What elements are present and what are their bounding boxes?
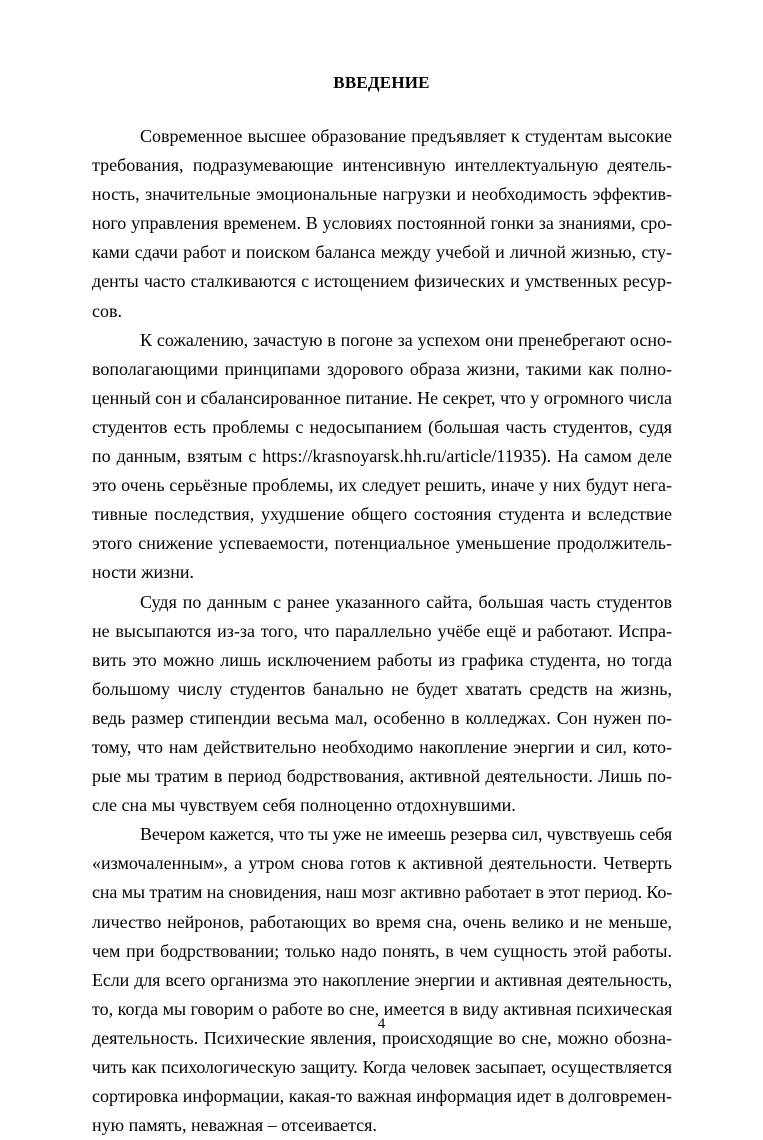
text-line: сортировка информации, какая-то важная информация идет в долговремен- — [92, 1086, 672, 1107]
text-line: рые мы тратим в период бодрствования, активной деятельности. Лишь по- — [92, 766, 672, 787]
text-line: ценный сон и сбалансированное питание. Не секрет, что у огромного числа — [92, 387, 672, 408]
body-text — [92, 122, 672, 1140]
page-number: 4 — [377, 1016, 386, 1032]
paragraph-2 — [92, 326, 672, 588]
paragraph-4 — [92, 820, 672, 1140]
text-line: большому числу студентов банально не будет хватать средств на жизнь, — [92, 678, 672, 699]
text-line: ную память, неважная – отсеивается. — [92, 1115, 377, 1136]
text-line: ками сдачи работ и поиском баланса между учебой и личной жизнью, сту- — [92, 242, 672, 263]
paragraph-1 — [92, 122, 672, 326]
text-line: по данным, взятым с https://krasnoyarsk.hh.ru/article/11935). На самом деле — [92, 446, 672, 467]
text-line: это очень серьёзные проблемы, их следует решить, иначе у них будут нега- — [92, 475, 672, 496]
text-line: Современное высшее образование предъявляет к студентам высокие — [140, 126, 672, 146]
text-line: сле сна мы чувствуем себя полноценно отдохнувшими. — [92, 795, 516, 816]
text-line: чить как психологическую защиту. Когда человек засыпает, осуществляется — [92, 1057, 672, 1077]
text-line: сна мы тратим на сновидения, наш мозг активно работает в этот период. Ко- — [92, 882, 673, 903]
page-title: ВВЕДЕНИЕ — [333, 73, 430, 92]
text-line: требования, подразумевающие интенсивную интеллектуальную деятель- — [92, 155, 672, 176]
text-line: тому, что нам действительно необходимо накопление энергии и сил, кото- — [92, 736, 672, 757]
text-line: Судя по данным с ранее указанного сайта, большая часть студентов — [140, 591, 672, 612]
text-line: вить это можно лишь исключением работы из графика студента, но тогда — [92, 649, 672, 670]
text-line: этого снижение успеваемости, потенциальное уменьшение продолжитель- — [92, 533, 672, 554]
text-line: ности жизни. — [92, 562, 195, 583]
text-line: личество нейронов, работающих во время сна, очень велико и не меньше, — [92, 911, 672, 932]
paragraph-3 — [92, 588, 672, 821]
text-line: ного управления временем. В условиях постоянной гонки за знаниями, сро- — [92, 213, 672, 234]
text-line: вополагающими принципами здорового образа жизни, такими как полно- — [92, 358, 672, 379]
text-line: не высыпаются из-за того, что параллельно учёбе ещё и работают. Испра- — [92, 620, 672, 641]
text-line: К сожалению, зачастую в погоне за успехом они пренебрегают осно- — [140, 329, 672, 350]
text-line: ведь размер стипендии весьма мал, особенно в колледжах. Сон нужен по- — [92, 707, 672, 728]
text-line: чем при бодрствовании; только надо понять, в чем сущность этой работы. — [92, 940, 672, 961]
text-line: «измочаленным», а утром снова готов к активной деятельности. Четверть — [92, 853, 672, 874]
text-line: Вечером кажется, что ты уже не имеешь резерва сил, чувствуешь себя — [140, 824, 672, 845]
text-line: студентов есть проблемы с недосыпанием (большая часть студентов, судя — [92, 416, 672, 437]
text-line: тивные последствия, ухудшение общего состояния студента и вследствие — [92, 504, 672, 525]
text-line: то, когда мы говорим о работе во сне, имеется в виду активная психическая — [92, 998, 673, 1019]
text-line: ность, значительные эмоциональные нагрузки и необходимость эффектив- — [92, 184, 672, 205]
text-line: деятельность. Психические явления, происходящие во сне, можно обозна- — [92, 1027, 672, 1048]
text-line: денты часто сталкиваются с истощением физических и умственных ресур- — [92, 271, 672, 292]
text-line: сов. — [92, 300, 122, 321]
text-line: Если для всего организма это накопление энергии и активная деятельность, — [92, 969, 672, 990]
